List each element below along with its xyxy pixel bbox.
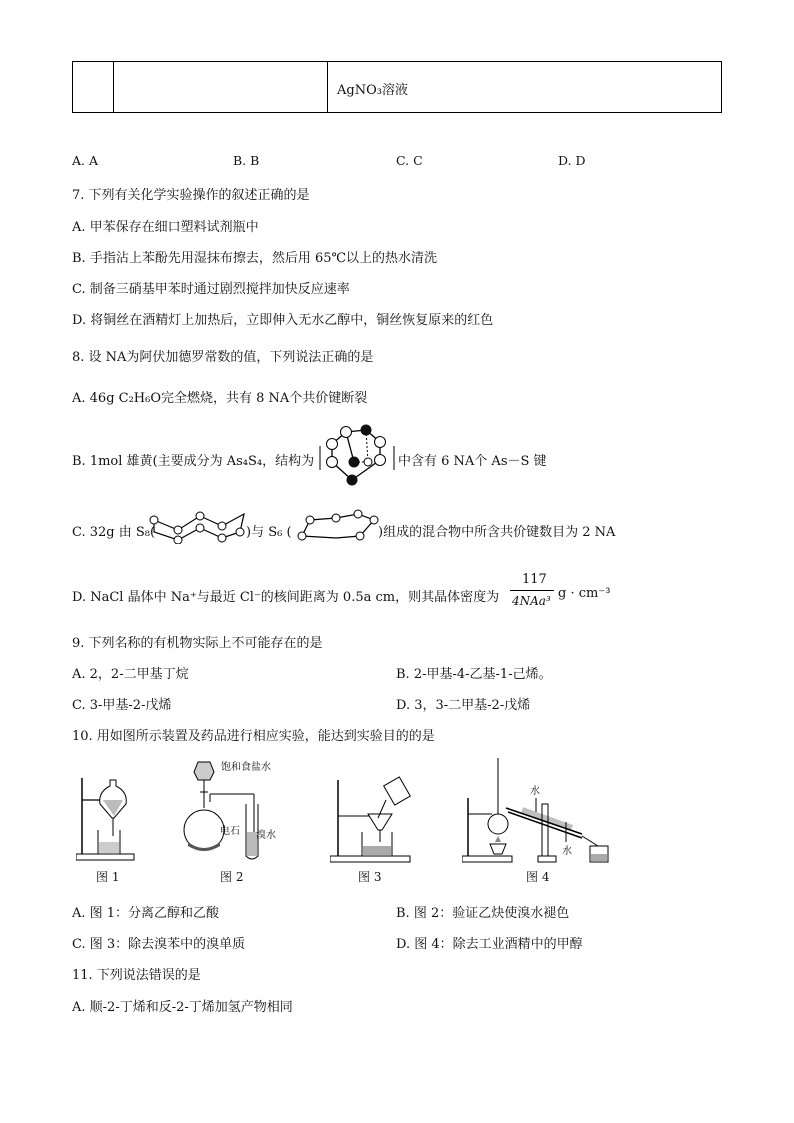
- q8-option-b-post: 中含有 6 NA个 As－S 键: [398, 454, 547, 469]
- table-cell: AgNO₃溶液: [337, 83, 408, 98]
- q6-option-d: D. D: [558, 153, 586, 168]
- q6-option-b: B. B: [233, 153, 260, 168]
- q8-option-c-pre: C. 32g 由 S₈(: [72, 525, 156, 540]
- q8-stem: 8. 设 NA为阿伏加德罗常数的值，下列说法正确的是: [72, 350, 374, 365]
- q8-option-c-mid: )与 S₆ (: [246, 525, 292, 540]
- q6-option-a: A. A: [72, 153, 99, 168]
- q8-option-b-pre: B. 1mol 雄黄(主要成分为 As₄S₄，结构为: [72, 454, 315, 469]
- figure-4-water-in-label: 水: [530, 786, 540, 797]
- density-numerator: 117: [522, 572, 547, 587]
- s6-ring-diagram: [296, 508, 380, 544]
- figure-2-label: 图 2: [220, 870, 244, 884]
- q8-option-c-post: )组成的混合物中所含共价键数目为 2 NA: [378, 525, 616, 540]
- density-unit: g · cm⁻³: [558, 586, 611, 601]
- q9-option-b: B. 2-甲基-4-乙基-1-己烯。: [396, 667, 552, 682]
- q10-option-d: D. 图 4：除去工业酒精中的甲醇: [396, 937, 583, 952]
- figure-3-label: 图 3: [358, 870, 382, 884]
- q6-option-c: C. C: [396, 153, 423, 168]
- q10-option-c: C. 图 3：除去溴苯中的溴单质: [72, 937, 246, 952]
- q10-stem: 10. 用如图所示装置及药品进行相应实验，能达到实验目的的是: [72, 729, 435, 744]
- q8-option-a: A. 46g C₂H₆O完全燃烧，共有 8 NA个共价键断裂: [72, 391, 368, 406]
- figure-2-calcium-carbide-label: 电石: [220, 826, 240, 837]
- figure-4-distillation: [462, 754, 616, 866]
- figure-2-saltwater-label: 饱和食盐水: [221, 762, 271, 773]
- q11-option-a: A. 顺-2-丁烯和反-2-丁烯加氢产物相同: [72, 1000, 293, 1015]
- s8-ring-diagram: [148, 508, 248, 544]
- as4s4-structure-diagram: [318, 424, 398, 490]
- q10-option-b: B. 图 2：验证乙炔使溴水褪色: [396, 906, 570, 921]
- figure-4-water-out-label: 水: [562, 846, 572, 857]
- density-denominator: 4NAa³: [512, 594, 551, 608]
- q10-option-a: A. 图 1：分离乙醇和乙酸: [72, 906, 220, 921]
- q8-option-d-pre: D. NaCl 晶体中 Na⁺与最近 Cl⁻的核间距离为 0.5a cm，则其晶体密度为: [72, 590, 500, 605]
- q9-option-c: C. 3-甲基-2-戊烯: [72, 698, 172, 713]
- q7-option-b: B. 手指沾上苯酚先用湿抹布擦去，然后用 65℃以上的热水清洗: [72, 251, 438, 266]
- figure-3-filtration: [330, 774, 420, 864]
- q9-option-d: D. 3，3-二甲基-2-戊烯: [396, 698, 531, 713]
- q7-stem: 7. 下列有关化学实验操作的叙述正确的是: [72, 188, 310, 203]
- figure-2-bromine-water-label: 溴水: [256, 830, 276, 841]
- figure-4-label: 图 4: [526, 870, 550, 884]
- q11-stem: 11. 下列说法错误的是: [72, 968, 201, 983]
- fraction-bar: [510, 590, 554, 591]
- q7-option-a: A. 甲苯保存在细口塑料试剂瓶中: [72, 220, 259, 235]
- q7-option-d: D. 将铜丝在酒精灯上加热后，立即伸入无水乙醇中，铜丝恢复原来的红色: [72, 313, 494, 328]
- table-divider: [327, 62, 328, 112]
- q9-option-a: A. 2，2-二甲基丁烷: [72, 667, 189, 682]
- figure-1-label: 图 1: [96, 870, 120, 884]
- q7-option-c: C. 制备三硝基甲苯时通过剧烈搅拌加快反应速率: [72, 282, 350, 297]
- figure-2-acetylene-apparatus: [180, 758, 280, 866]
- table-divider: [113, 62, 114, 112]
- q9-stem: 9. 下列名称的有机物实际上不可能存在的是: [72, 636, 323, 651]
- answer-table-fragment: [72, 61, 722, 113]
- figure-1-separatory-funnel: [76, 770, 136, 864]
